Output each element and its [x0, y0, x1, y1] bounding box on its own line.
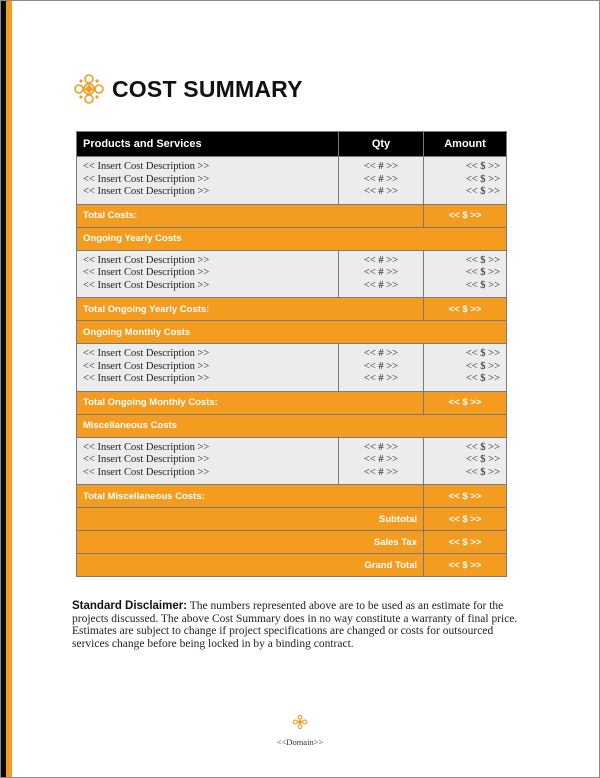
section-title-row: [77, 321, 507, 344]
item-qty: << # >>: [363, 173, 399, 185]
company-logo-icon: [72, 72, 106, 106]
item-description: << Insert Cost Description >>: [83, 279, 210, 291]
item-descriptions: [77, 250, 339, 298]
item-amount: << $ >>: [465, 360, 500, 372]
section-total-row: [77, 204, 507, 227]
item-rows: [77, 157, 507, 205]
disclaimer: [72, 600, 522, 650]
item-amount: << $ >>: [465, 173, 500, 185]
item-qty: << # >>: [363, 186, 399, 197]
page-title: COST SUMMARY: [112, 75, 303, 102]
section-total-value: << $ >>: [424, 298, 507, 321]
item-amount: << $ >>: [465, 466, 500, 478]
side-bar-orange: [6, 1, 12, 777]
section-total-row: [77, 485, 507, 508]
item-amount: << $ >>: [465, 279, 500, 291]
item-description: << Insert Cost Description >>: [83, 466, 210, 478]
section-total-value: << $ >>: [424, 204, 507, 227]
summary-value: << $ >>: [424, 531, 507, 554]
column-header-amount: Amount: [424, 132, 507, 157]
footer: [0, 714, 600, 747]
summary-row: [77, 531, 507, 554]
section-title-row: [77, 414, 507, 437]
item-descriptions: [77, 344, 339, 392]
item-description: << Insert Cost Description >>: [83, 441, 210, 453]
item-qty: << # >>: [363, 454, 399, 465]
table-header-row: [77, 132, 507, 157]
section-total-label: Total Ongoing Monthly Costs:: [77, 391, 424, 414]
item-description: << Insert Cost Description >>: [83, 267, 210, 278]
item-amounts: [424, 250, 507, 298]
disclaimer-text: The numbers represented above are to be used as an estimate for the projects discussed. The above Cost Summary does in no way constitute a warranty of final price. Estimates are subject to change if project specifications are changed or costs for outsourced services change before being locked in by a binding contract.: [72, 600, 518, 650]
item-amount: << $ >>: [465, 348, 500, 359]
item-descriptions: [77, 437, 339, 485]
item-qty: << # >>: [363, 360, 399, 372]
item-description: << Insert Cost Description >>: [83, 373, 210, 384]
item-amount: << $ >>: [465, 186, 500, 197]
item-qty: << # >>: [363, 279, 399, 291]
item-rows: [77, 437, 507, 485]
section-total-row: [77, 391, 507, 414]
item-qty: << # >>: [363, 254, 399, 266]
item-amount: << $ >>: [465, 254, 500, 266]
item-amount: << $ >>: [465, 161, 500, 172]
section-total-value: << $ >>: [424, 485, 507, 508]
item-amount: << $ >>: [465, 454, 500, 465]
section-total-label: Total Ongoing Yearly Costs:: [77, 298, 424, 321]
item-descriptions: [77, 157, 339, 205]
footer-domain-text: <<Domain>>: [276, 737, 324, 747]
item-quantities: [339, 437, 424, 485]
summary-label: Sales Tax: [77, 531, 424, 554]
header: [72, 72, 303, 106]
section-title: Ongoing Monthly Costs: [77, 321, 507, 344]
item-description: << Insert Cost Description >>: [83, 454, 210, 465]
item-description: << Insert Cost Description >>: [83, 348, 210, 359]
item-amount: << $ >>: [465, 441, 500, 453]
item-qty: << # >>: [363, 161, 399, 172]
section-total-label: Total Costs:: [77, 204, 424, 227]
item-description: << Insert Cost Description >>: [83, 161, 210, 172]
item-quantities: [339, 344, 424, 392]
item-amount: << $ >>: [465, 267, 500, 278]
column-header-products: Products and Services: [77, 132, 339, 157]
item-amounts: [424, 157, 507, 205]
section-title-row: [77, 227, 507, 250]
item-amounts: [424, 344, 507, 392]
item-quantities: [339, 250, 424, 298]
section-total-label: Total Miscellaneous Costs:: [77, 485, 424, 508]
item-qty: << # >>: [363, 441, 399, 453]
item-qty: << # >>: [363, 267, 399, 278]
item-amounts: [424, 437, 507, 485]
item-qty: << # >>: [363, 466, 399, 478]
item-description: << Insert Cost Description >>: [83, 360, 210, 372]
item-qty: << # >>: [363, 373, 399, 384]
section-title: Ongoing Yearly Costs: [77, 227, 507, 250]
summary-row: [77, 554, 507, 577]
section-total-row: [77, 298, 507, 321]
item-rows: [77, 250, 507, 298]
summary-value: << $ >>: [424, 508, 507, 531]
item-description: << Insert Cost Description >>: [83, 186, 210, 197]
item-description: << Insert Cost Description >>: [83, 254, 210, 266]
cost-summary-table: [76, 131, 507, 577]
column-header-qty: Qty: [339, 132, 424, 157]
summary-row: [77, 508, 507, 531]
section-title: Miscellaneous Costs: [77, 414, 507, 437]
summary-label: Grand Total: [77, 554, 424, 577]
item-description: << Insert Cost Description >>: [83, 173, 210, 185]
item-amount: << $ >>: [465, 373, 500, 384]
item-qty: << # >>: [363, 348, 399, 359]
footer-logo-icon: [292, 714, 308, 730]
summary-label: Subtotal: [77, 508, 424, 531]
disclaimer-lead: Standard Disclaimer:: [72, 600, 188, 612]
item-quantities: [339, 157, 424, 205]
item-rows: [77, 344, 507, 392]
section-total-value: << $ >>: [424, 391, 507, 414]
summary-value: << $ >>: [424, 554, 507, 577]
